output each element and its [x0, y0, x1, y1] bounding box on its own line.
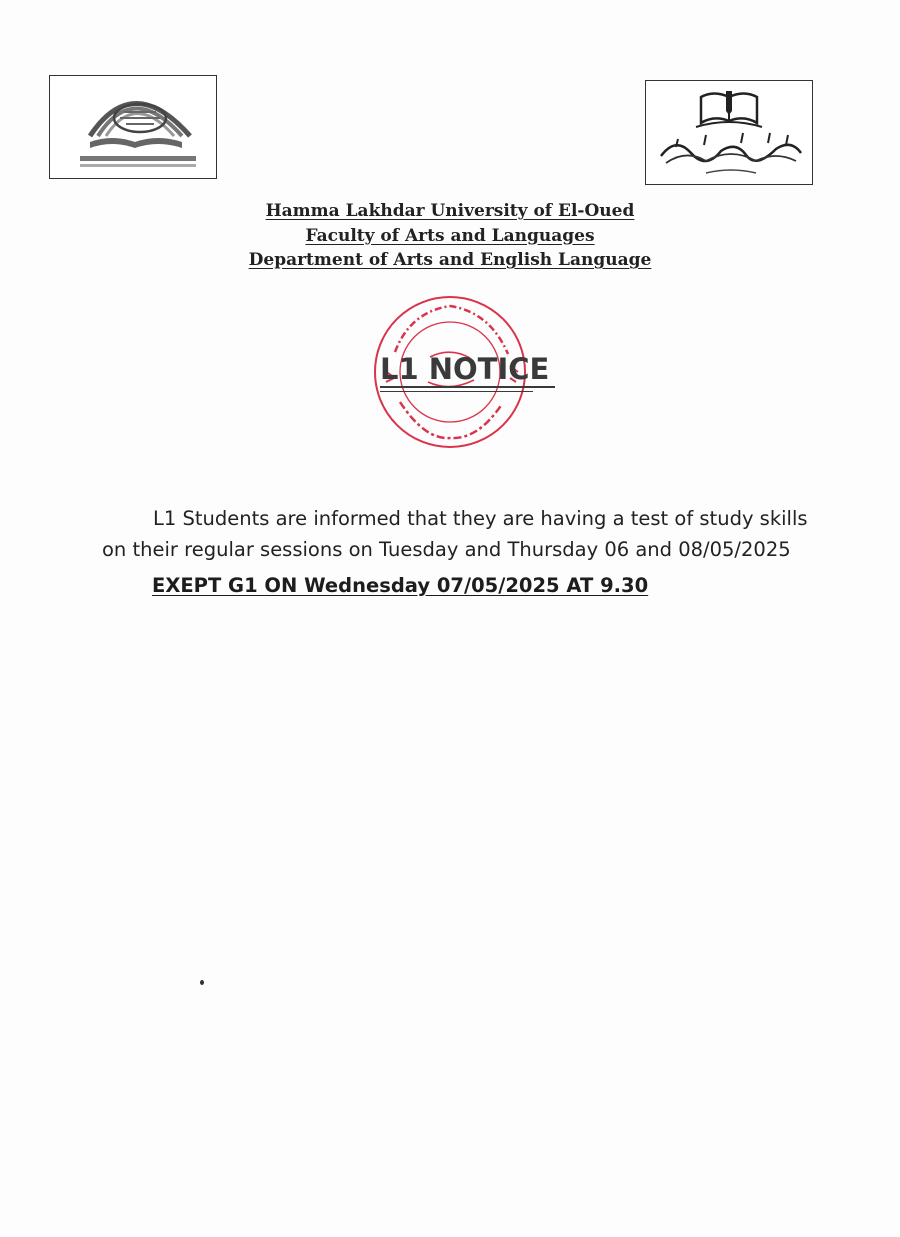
faculty-name: Faculty of Arts and Languages	[305, 225, 595, 246]
university-logo-graphic	[50, 76, 216, 178]
university-name: Hamma Lakhdar University of El-Oued	[265, 201, 635, 221]
notice-body	[102, 503, 808, 565]
faculty-name-line	[200, 224, 700, 249]
institution-header	[200, 199, 700, 273]
department-name: Department of Arts and English Language	[248, 250, 652, 270]
university-name-line	[200, 199, 700, 224]
notice-exception: EXEPT G1 ON Wednesday 07/05/2025 AT 9.30	[152, 574, 649, 597]
faculty-logo-graphic	[646, 81, 812, 184]
university-logo	[49, 75, 217, 179]
notice-title: L1 NOTICE	[380, 352, 555, 388]
notice-body-line-1: L1 Students are informed that they are having a test of study skills	[153, 507, 808, 530]
faculty-calligraphy-logo	[645, 80, 813, 185]
scan-speck	[200, 980, 204, 985]
notice-body-line-2: on their regular sessions on Tuesday and Thursday 06 and 08/05/2025	[102, 538, 791, 561]
department-name-line	[200, 248, 700, 273]
